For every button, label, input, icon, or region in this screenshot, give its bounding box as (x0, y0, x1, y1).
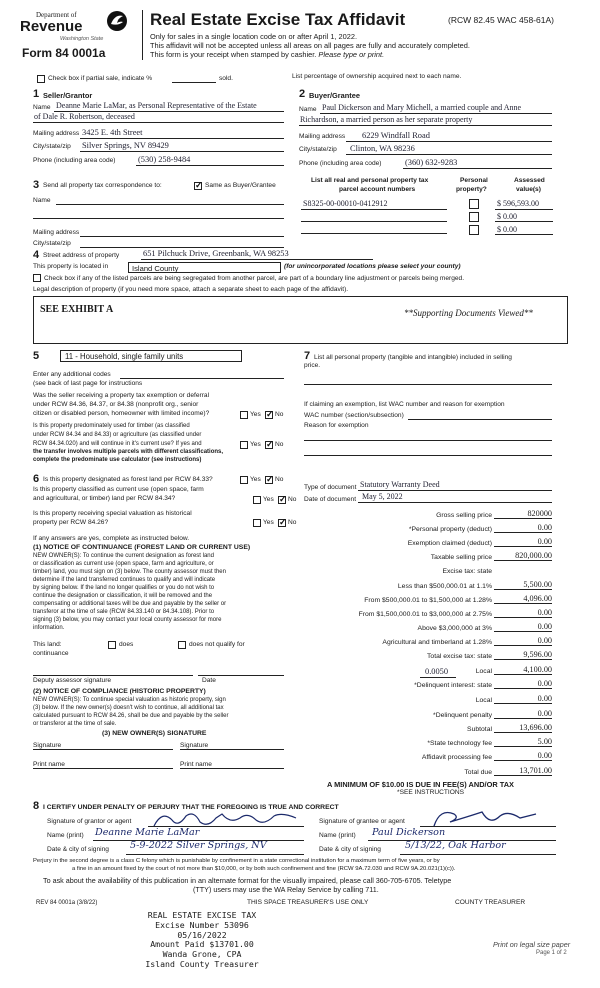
use-code-select[interactable] (60, 350, 242, 362)
correspondence-label: Send all property tax correspondence to: (43, 182, 162, 189)
partial-sale-label: Check box if partial sale, indicate % (48, 75, 153, 82)
seller-city[interactable]: Silver Springs, NV 89429 (82, 141, 169, 150)
s6-q2-line1: Is this property classified as current use (open space, farm (33, 486, 204, 493)
notice1-l1: NEW OWNER(S): To continue the current designation as forest land (33, 553, 214, 559)
s6-q3-no-checkbox[interactable] (278, 519, 286, 527)
new-owner-print-line-1[interactable] (33, 768, 173, 769)
s6-q3-yes-checkbox[interactable] (253, 519, 261, 527)
section6-number: 6 (33, 473, 40, 485)
perjury-line2: a fine in an amount fixed by the court of not more than $10,000, or by both such confinement and fine (RCW 9A.72.030 and RCW 9A.20.021(1)(c)). (72, 866, 456, 872)
property-located-label: This property is located in (33, 263, 109, 270)
tier1-value[interactable]: 5,500.00 (494, 580, 552, 590)
partial-sale-checkbox[interactable] (37, 75, 45, 83)
seller-phone[interactable]: (530) 258-9484 (138, 155, 191, 164)
assessed-line-1 (495, 209, 553, 210)
section7-number: 7 (304, 350, 311, 362)
parcel-col2-header-b: property? (456, 186, 487, 193)
new-owner-signature-line-1[interactable] (33, 749, 173, 750)
seller-mailing[interactable]: 3425 E. 4th Street (82, 128, 143, 137)
parcel-col3-header-b: value(s) (516, 186, 541, 193)
grantor-name[interactable]: Deanne Marie LaMar (95, 827, 200, 838)
seller-section-number: 1 (33, 88, 40, 100)
buyer-mailing-label: Mailing address (299, 133, 346, 140)
seller-city-line (80, 151, 284, 152)
doc-date-line (358, 502, 552, 503)
s6-q3-line2: property per RCW 84.26? (33, 519, 109, 526)
tech-fee-value[interactable]: 5.00 (494, 737, 552, 747)
penalty-label: *Delinquent penalty (433, 712, 492, 719)
use-code-value: 11 - Household, single family units (65, 352, 184, 361)
parcel-line-3[interactable] (301, 233, 447, 234)
delinq-local-value[interactable]: 0.00 (494, 694, 552, 704)
taxable-label: Taxable selling price (430, 554, 492, 561)
penalty-value[interactable]: 0.00 (494, 709, 552, 719)
parcel-col2-header: Personal (460, 177, 488, 184)
gross-label: Gross selling price (436, 512, 492, 519)
buyer-name-underline1 (320, 113, 552, 114)
treasurer-only: THIS SPACE TREASURER'S USE ONLY (247, 899, 369, 906)
local-rate[interactable]: 0.0050 (425, 667, 449, 676)
form-number: Form 84 0001a (22, 46, 106, 60)
s6-q2-yes-checkbox[interactable] (253, 496, 261, 504)
s5-q1-no-label: No (275, 411, 284, 418)
new-owner-print-label-2: Print name (180, 761, 212, 768)
seller-name-label: Name (33, 104, 51, 111)
notice1-l5: by signing below. If the land no longer qualifies or you do not wish to (33, 585, 215, 591)
parcel-col3-header: Assessed (514, 177, 545, 184)
correspondence-name-label: Name (33, 197, 51, 204)
grantee-name-label: Name (print) (319, 832, 356, 839)
grantor-name-label: Name (print) (47, 832, 84, 839)
tier2-value[interactable]: 4,096.00 (494, 594, 552, 604)
deputy-signature-label: Deputy assessor signature (33, 677, 112, 684)
stamp-line3: 05/16/2022 (177, 929, 227, 940)
s5-q2-no-checkbox[interactable] (265, 441, 273, 449)
land-does-checkbox[interactable] (108, 641, 116, 649)
parcel-col1-header: List all real and personal property tax (311, 177, 429, 184)
additional-codes-label: Enter any additional codes (33, 371, 111, 378)
dept-line2: Revenue (20, 18, 83, 35)
correspondence-mailing-label: Mailing address (33, 229, 80, 236)
alt-format-line1: To ask about the availability of this publication in an alternate format for the visually impaired, please call 360-705-6705. Teletype (43, 876, 452, 885)
buyer-phone-label: Phone (including area code) (299, 160, 382, 167)
seller-phone-label: Phone (including area code) (33, 157, 116, 164)
assessed-line-3 (495, 234, 553, 235)
s5-q1-line2: under RCW 84.36, 84.37, or 84.38 (nonprofit org., senior (33, 401, 199, 408)
property-section-number: 4 (33, 249, 40, 261)
notice2-l2: (3) below. If the new owner(s) doesn't wish to continue, all additional tax (33, 705, 224, 711)
personal-property-checkbox-1[interactable] (469, 199, 479, 209)
s5-q2-line2: under RCW 84.34 and 84.33) or agriculture (as classified under (33, 432, 202, 438)
minimum-note: A MINIMUM OF $10.00 IS DUE IN FEE(S) AND/OR TAX (327, 780, 514, 789)
buyer-name-underline2 (299, 125, 552, 126)
local-rate-line (420, 677, 456, 678)
delinq-local-label: Local (475, 697, 492, 704)
section7-label2: price. (304, 362, 321, 369)
s6-q2-yes-label: Yes (263, 496, 274, 503)
taxable-value[interactable]: 820,000.00 (494, 551, 552, 561)
notice1-l4: determine if the land transferred continues to qualify and will indicate (33, 577, 216, 583)
tech-fee-label: *State technology fee (427, 740, 492, 747)
ownership-note: List percentage of ownership acquired next to each name. (292, 73, 462, 80)
gross-value[interactable]: 820000 (494, 509, 552, 519)
doc-date-value[interactable]: May 5, 2022 (362, 492, 403, 501)
land-does-not-checkbox[interactable] (178, 641, 186, 649)
notice3-title: (3) NEW OWNER(S) SIGNATURE (102, 730, 207, 737)
reason-label: Reason for exemption (304, 422, 369, 429)
stamp-line4: Amount Paid $13701.00 (150, 939, 254, 950)
buyer-name-line2[interactable]: Richardson, a married person as her separate property (300, 115, 473, 124)
s6-q2-no-checkbox[interactable] (278, 496, 286, 504)
s5-q2-no-label: No (275, 441, 284, 448)
notice2-l3: calculated pursuant to RCW 84.26, shall be due and payable by the seller (33, 713, 229, 719)
header-note3 (150, 50, 384, 59)
land-does-label: does (119, 641, 134, 648)
grantee-signature-label: Signature of grantee or agent (319, 818, 405, 825)
affidavit-fee-label: Affidavit processing fee (421, 754, 492, 761)
buyer-city-label: City/state/zip (299, 146, 337, 153)
s6-q3-no-label: No (288, 519, 297, 526)
new-owner-signature-line-2[interactable] (180, 749, 284, 750)
buyer-city[interactable]: Clinton, WA 98236 (350, 144, 415, 153)
grantee-date-city[interactable]: 5/13/22, Oak Harbor (405, 840, 506, 851)
deputy-signature-line[interactable] (33, 675, 193, 676)
total-due-label: Total due (464, 769, 492, 776)
personal-label: *Personal property (deduct) (408, 526, 492, 533)
doc-type-line (358, 490, 552, 491)
notice1-l10: information. (33, 625, 65, 631)
tier4-label: Above $3,000,000 at 3% (417, 625, 492, 632)
seller-mailing-line (80, 138, 284, 139)
buyer-phone-line (403, 168, 552, 169)
stamp-line1: REAL ESTATE EXCISE TAX (147, 910, 257, 920)
dept-line1: Department of (36, 11, 77, 19)
header-note1: Only for sales in a single location code on or after April 1, 2022. (150, 32, 358, 41)
additional-codes-line[interactable] (120, 378, 284, 379)
see-back-label: (see back of last page for instructions (33, 380, 143, 387)
notice1-l6: continue the designation or classification, it will be removed and the (33, 593, 213, 599)
correspondence-section-number: 3 (33, 179, 40, 191)
perjury-line1: Perjury in the second degree is a class C felony which is punishable by confinement in a state correctional institution for a maximum term of five years, or by (33, 858, 440, 864)
property-street[interactable]: 651 Pilchuck Drive, Greenbank, WA 98253 (143, 249, 289, 258)
grantor-date-city[interactable]: 5-9-2022 Silver Springs, NV (130, 840, 267, 851)
s6-q3-line1: Is this property receiving special valuation as historical (33, 510, 192, 517)
s6-q1-yes-label: Yes (250, 476, 261, 483)
treasurer-stamp (142, 911, 262, 970)
local-value[interactable]: 4,100.00 (494, 665, 552, 675)
correspondence-city-label: City/state/zip (33, 240, 71, 247)
new-owner-signature-label-1: Signature (33, 742, 62, 749)
buyer-name-line1[interactable]: Paul Dickerson and Mary Michell, a married couple and Anne (322, 103, 522, 112)
s5-q2-line1: Is this property predominately used for timber (as classified (33, 423, 190, 429)
stamp-line2: Excise Number 53096 (155, 919, 249, 930)
assessed-line-2 (495, 221, 553, 222)
exemption-claimed-label: Exemption claimed (deduct) (407, 540, 492, 547)
s6-q3-yes-label: Yes (263, 519, 274, 526)
form-title: Real Estate Excise Tax Affidavit (150, 10, 406, 29)
same-as-buyer-checkbox[interactable] (194, 182, 202, 190)
new-owner-print-line-2[interactable] (180, 768, 284, 769)
ag-value[interactable]: 0.00 (494, 636, 552, 646)
s5-q2-line5: complete the predominate use calculator (see instructions) (33, 457, 202, 463)
s5-q1-line3: citizen or disabled person, homeowner with limited income)? (33, 410, 210, 417)
county-note: (for unincorporated locations please select your county) (284, 263, 461, 270)
exemption-claimed-value[interactable]: 0.00 (494, 537, 552, 547)
alt-format-line2: (TTY) users may use the WA Relay Service by calling 711. (193, 885, 379, 894)
stamp-line5: Wanda Grone, CPA (162, 949, 242, 960)
buyer-phone[interactable]: (360) 632-9283 (405, 158, 458, 167)
section8-number: 8 (33, 800, 40, 812)
supporting-docs-stamp: **Supporting Documents Viewed** (404, 308, 533, 318)
seller-city-label: City/state/zip (33, 143, 71, 150)
dept-line3: Washington State (60, 36, 104, 42)
seller-name-line2[interactable]: of Dale R. Robertson, deceased (34, 112, 135, 121)
grantee-signature (430, 806, 540, 830)
notice1-l2: or classification as current use (open space, farm and agriculture, or (33, 561, 214, 567)
doc-date-label: Date of document (304, 496, 357, 503)
notice1-l7: compensating or additional taxes will be due and payable by the seller or (33, 601, 227, 607)
s6-q2-no-label: No (288, 496, 297, 503)
notice1-l9: signing (3) below, you may contact your local county assessor for more (33, 617, 222, 623)
grantee-date-line (400, 854, 556, 855)
deputy-date-line[interactable] (198, 675, 284, 676)
s5-q1-line1: Was the seller receiving a property tax exemption or deferral (33, 392, 210, 399)
doc-type-value[interactable]: Statutory Warranty Deed (360, 480, 440, 489)
seller-mailing-label: Mailing address (33, 130, 80, 137)
notice2-title: (2) NOTICE OF COMPLIANCE (HISTORIC PROPERTY) (33, 688, 206, 695)
parcel-line-1 (301, 209, 447, 210)
buyer-city-line (346, 154, 552, 155)
notice1-title: (1) NOTICE OF CONTINUANCE (FOREST LAND OR CURRENT USE) (33, 544, 251, 551)
county-treasurer: COUNTY TREASURER (455, 899, 526, 906)
s5-q1-no-checkbox[interactable] (265, 411, 273, 419)
exemption-label: If claiming an exemption, list WAC number and reason for exemption (304, 401, 505, 408)
assessed-value-3[interactable]: $ 0.00 (497, 225, 517, 234)
assessed-value-1[interactable]: $ 596,593.00 (497, 199, 539, 208)
county-select[interactable] (128, 262, 281, 273)
doc-type-label: Type of document (304, 484, 357, 491)
see-instructions: *SEE INSTRUCTIONS (397, 789, 465, 796)
grantor-date-label: Date & city of signing (47, 846, 109, 853)
legal-description-text: SEE EXHIBIT A (40, 304, 114, 315)
personal-property-line[interactable] (304, 384, 552, 385)
page-number: Page 1 of 2 (536, 950, 567, 956)
buyer-heading: Buyer/Grantee (309, 91, 360, 100)
stamp-line6: Island County Treasurer (145, 958, 259, 969)
correspondence-mailing-line[interactable] (80, 236, 284, 237)
land-does-not-label: does not qualify for (189, 641, 245, 648)
reason-line-2[interactable] (304, 455, 552, 456)
notice1-l3: timber) land, you must sign on (3) below. The county assessor must then (33, 569, 226, 575)
wac-line[interactable] (408, 419, 552, 420)
header-note2: This affidavit will not be accepted unless all areas on all pages are fully and accurately completed. (150, 41, 470, 50)
total-due-value[interactable]: 13,701.00 (494, 766, 552, 776)
grantee-date-label: Date & city of signing (319, 846, 381, 853)
s6-q1-no-label: No (275, 476, 284, 483)
tier3-value[interactable]: 0.00 (494, 608, 552, 618)
partial-sale-sold: sold. (219, 75, 233, 82)
new-owner-print-label-1: Print name (33, 761, 65, 768)
buyer-name-label: Name (299, 106, 317, 113)
s6-q1-yes-checkbox[interactable] (240, 476, 248, 484)
seller-phone-line (136, 165, 284, 166)
legal-description-label: Legal description of property (if you need more space, attach a separate sheet to each page of the affidavit). (33, 286, 349, 293)
s6-q1-no-checkbox[interactable] (265, 476, 273, 484)
continuance-label: continuance (33, 650, 69, 657)
s6-q1: Is this property designated as forest land per RCW 84.33? (43, 476, 213, 483)
subtotal-value[interactable]: 13,696.00 (494, 723, 552, 733)
personal-property-checkbox-3[interactable] (469, 225, 479, 235)
tier4-value[interactable]: 0.00 (494, 622, 552, 632)
personal-value[interactable]: 0.00 (494, 523, 552, 533)
seller-heading: Seller/Grantor (43, 91, 93, 100)
ag-label: Agricultural and timberland at 1.28% (382, 639, 492, 646)
s5-q2-yes-checkbox[interactable] (240, 441, 248, 449)
s5-q2-line3: RCW 84.34.020) and will continue in it's current use? If yes and (33, 441, 202, 447)
buyer-section-number: 2 (299, 88, 306, 100)
deputy-date-label: Date (202, 677, 216, 684)
notice1-l8: transferor at the time of sale (RCW 84.33.140 or 84.34.108). Prior to (33, 609, 215, 615)
section5-number: 5 (33, 350, 40, 362)
s5-q1-yes-checkbox[interactable] (240, 411, 248, 419)
seller-name-line1[interactable]: Deanne Marie LaMar, as Personal Representative of the Estate (56, 101, 257, 110)
tier1-label: Less than $500,000.01 at 1.1% (397, 583, 492, 590)
total-state-label: Total excise tax: state (427, 653, 492, 660)
property-street-label: Street address of property (43, 252, 120, 259)
s5-q1-yes-label: Yes (250, 411, 261, 418)
notice2-l1: NEW OWNER(S): To continue special valuation as historic property, sign (33, 697, 226, 703)
new-owner-signature-label-2: Signature (180, 742, 209, 749)
certify-statement: I CERTIFY UNDER PENALTY OF PERJURY THAT THE FOREGOING IS TRUE AND CORRECT (43, 804, 339, 811)
total-state-value[interactable]: 9,596.00 (494, 650, 552, 660)
segregated-checkbox[interactable] (33, 274, 41, 282)
grantee-name[interactable]: Paul Dickerson (372, 827, 446, 838)
buyer-mailing-line (346, 141, 552, 142)
county-select-value: Island County (132, 264, 179, 273)
buyer-mailing[interactable]: 6229 Windfall Road (362, 131, 430, 140)
s5-q2-yes-label: Yes (250, 441, 261, 448)
delinq-state-label: *Delinquent interest: state (414, 682, 492, 689)
partial-sale-percent-line[interactable] (172, 82, 216, 83)
header-note3-text: This form is your receipt when stamped by cashier. (150, 50, 317, 59)
local-label: Local (475, 668, 492, 675)
dor-logo-icon (106, 10, 128, 32)
excise-state-label: Excise tax: state (442, 568, 492, 575)
tier2-label: From $500,000.01 to $1,500,000 at 1.28% (364, 597, 492, 604)
wac-label: WAC number (section/subsection) (304, 412, 404, 419)
assessed-value-2[interactable]: $ 0.00 (497, 212, 517, 221)
header-divider (142, 10, 143, 60)
segregated-label: Check box if any of the listed parcels are being segregated from another parcel, are part of a boundary line adjustment or parcels being merged. (44, 275, 465, 282)
dor-logo (14, 8, 132, 62)
reason-line-1[interactable] (304, 440, 552, 441)
property-street-line (141, 259, 373, 260)
correspondence-extra-line (33, 218, 284, 219)
section7-label: List all personal property (tangible and intangible) included in selling (314, 354, 512, 361)
legal-size-note: Print on legal size paper (493, 940, 571, 949)
parcel-col1-header-b: parcel account numbers (339, 186, 416, 193)
form-rcw: (RCW 82.45 WAC 458-61A) (448, 15, 554, 25)
parcel-line-2[interactable] (301, 221, 447, 222)
correspondence-city-line[interactable] (80, 247, 284, 248)
legal-description-box[interactable] (33, 296, 568, 344)
subtotal-label: Subtotal (467, 726, 492, 733)
tier3-label: From $1,500,000.01 to $3,000,000 at 2.75% (358, 611, 492, 618)
affidavit-fee-value[interactable]: 0.00 (494, 751, 552, 761)
s6-q2-line2: and agricultural, or timber) land per RCW 84.34? (33, 495, 176, 502)
parcel-number-1[interactable]: S8325-00-00010-0412912 (303, 199, 388, 208)
header-note3-italic: Please type or print. (318, 50, 385, 59)
this-land-label: This land: (33, 641, 62, 648)
delinq-state-value[interactable]: 0.00 (494, 679, 552, 689)
seller-name-underline2 (33, 122, 284, 123)
grantor-signature-label: Signature of grantor or agent (47, 818, 132, 825)
s5-q2-line4: the transfer involves multiple parcels with different classifications, (33, 449, 224, 455)
personal-property-checkbox-2[interactable] (469, 212, 479, 222)
notice2-l4: or transferor at the time of sale. (33, 721, 117, 727)
any-yes-note: If any answers are yes, complete as instructed below. (33, 535, 190, 542)
same-as-buyer-label: Same as Buyer/Grantee (205, 182, 276, 189)
correspondence-name-line[interactable] (56, 204, 284, 205)
rev-number: REV 84 0001a (3/8/22) (36, 900, 98, 906)
grantor-date-line (126, 854, 304, 855)
